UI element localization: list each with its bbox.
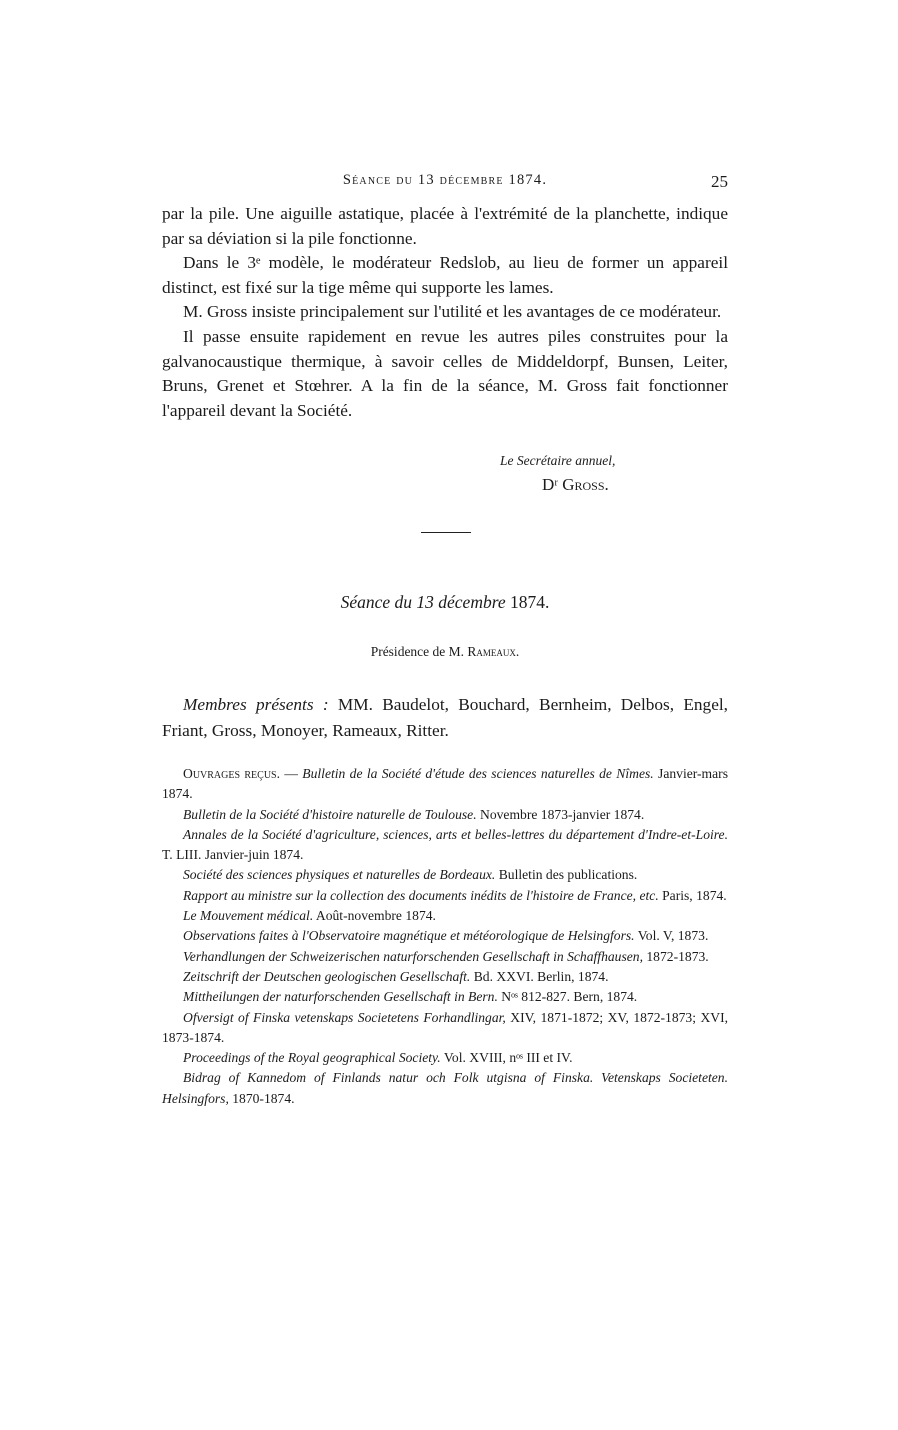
body-text [162,202,728,423]
work-details: Paris, 1874. [658,887,727,903]
work-entry [162,1008,728,1049]
work-title: Mittheilungen der naturforschenden Gesellschaft in Bern. [183,989,498,1005]
work-title: Annales de la Société d'agriculture, sciences, arts et belles-lettres du département d'Indre-et-Loire. [183,826,728,842]
work-title: Verhandlungen der Schweizerischen naturforschenden Gesellschaft in Schaffhausen, [183,948,643,964]
work-details: Bulletin des publications. [495,867,638,883]
paragraph: par la pile. Une aiguille astatique, placée à l'extrémité de la planchette, indique par sa déviation si la pile fonctionne. [162,204,728,248]
section-divider [421,532,471,533]
work-details: Novembre 1873-janvier 1874. [476,806,645,822]
work-details: XIV, 1871-1872; XV, 1872-1873; XVI, 1873-1874. [162,1009,729,1045]
work-title: Proceedings of the Royal geographical Society. [183,1050,441,1066]
work-details: Août-novembre 1874. [313,908,436,924]
members-present [162,692,728,744]
works-lead: Ouvrages reçus. — [183,766,298,781]
presidency-name: Rameaux. [467,644,520,659]
work-title: Zeitschrift der Deutschen geologischen Gesellschaft. [183,968,471,984]
presidency-prefix: Présidence de M. [370,644,465,659]
work-details: 1872-1873. [642,948,709,964]
signature-name [542,475,609,495]
session-title-text: Séance du 13 décembre [340,592,506,612]
paragraph: M. Gross insiste principalement sur l'utilité et les avantages de ce modérateur. [183,302,722,322]
work-details: T. LIII. Janvier-juin 1874. [162,847,304,863]
work-title: Bulletin de la Société d'histoire naturelle de Toulouse. [183,806,477,822]
session-title-year: 1874. [510,592,550,612]
work-title: Rapport au ministre sur la collection des documents inédits de l'histoire de France, etc. [183,887,659,903]
work-entry [162,865,728,885]
works-received [162,764,728,1109]
members-list: MM. Baudelot, Bouchard, Bernheim, Delbos, Engel, Friant, Gross, Monoyer, Rameaux, Ritter. [162,695,728,740]
work-title: Bulletin de la Société d'étude des sciences naturelles de Nîmes. [302,766,654,781]
work-details: 1870-1874. [228,1090,295,1106]
session-title [162,592,728,613]
work-entry [162,1068,728,1109]
presidency [162,644,728,660]
work-title: Ofversigt of Finska vetenskaps Societetens Forhandlingar, [183,1009,506,1025]
members-label: Membres présents : [183,695,329,714]
work-details: Vol. V, 1873. [634,928,709,944]
work-entry [162,967,728,987]
work-details: Bd. XXVI. Berlin, 1874. [470,968,609,984]
work-entry [162,764,728,805]
work-entry [162,926,728,946]
work-entry [162,947,728,967]
running-title: Séance du 13 décembre 1874. [342,172,548,188]
signature-prefix: Dʳ [542,475,558,494]
work-details: Vol. XVIII, nᵒˢ III et IV. [440,1050,573,1066]
work-entry [162,886,728,906]
work-entry [162,906,728,926]
work-entry [162,825,728,866]
work-title: Le Mouvement médical. [183,908,314,924]
paragraph: Dans le 3ᵉ modèle, le modérateur Redslob, au lieu de former un appareil distinct, est fixé sur la tige même qui supporte les lames. [162,253,728,297]
work-title: Bidrag of Kannedom of Finlands natur och Folk utgisna of Finska. Vetenskaps Societeten. Helsingfors, [162,1070,728,1106]
paragraph: Il passe ensuite rapidement en revue les autres piles construites pour la galvanocaustique thermique, à savoir celles de Middeldorpf, Bunsen, Leiter, Bruns, Grenet et Stœhrer. A la fin de la séance, M. Gross fait fonctionner l'appareil devant la Société. [162,326,728,420]
work-entry [162,805,728,825]
page-number: 25 [711,172,728,191]
work-title: Société des sciences physiques et naturelles de Bordeaux. [183,867,496,883]
work-details: Nᵒˢ 812-827. Bern, 1874. [497,989,638,1005]
page-header [162,172,728,194]
work-details: Janvier-mars 1874. [162,766,728,802]
signature-role: Le Secrétaire annuel, [500,453,616,468]
work-entry [162,987,728,1007]
members-paragraph [162,692,728,744]
signature-surname: Gross. [562,475,609,494]
work-entry [162,1048,728,1068]
work-title: Observations faites à l'Observatoire magnétique et météorologique de Helsingfors. [183,928,635,944]
